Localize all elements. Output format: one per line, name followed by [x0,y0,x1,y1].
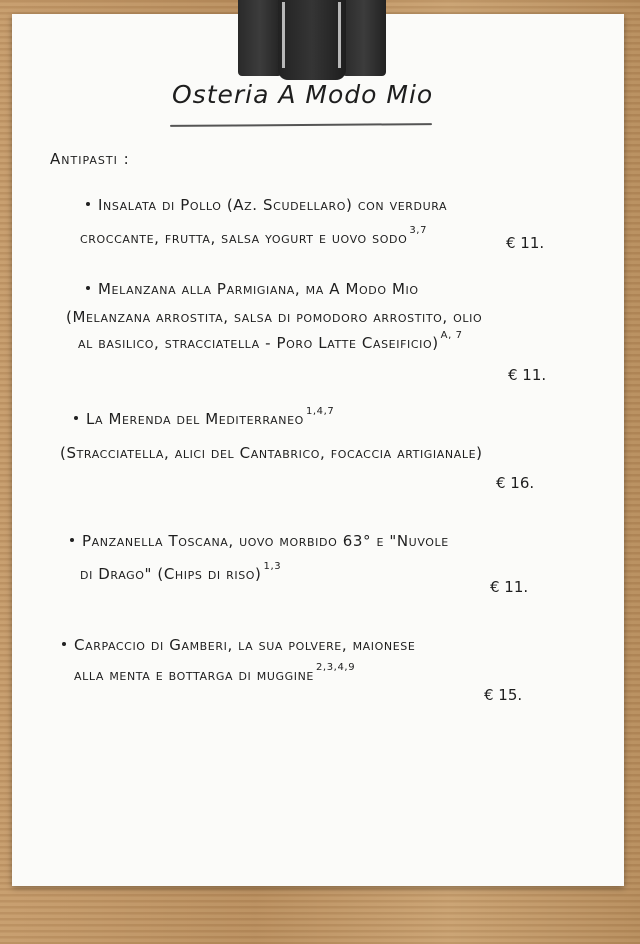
item-description-cont: al basilico, stracciatella - Poro Latte Caseificio) [78,334,439,352]
item-price: € 16. [496,474,535,492]
item-allergens: 1,4,7 [305,406,335,417]
restaurant-title: Osteria A Modo Mio [172,80,434,109]
item-description: croccante, frutta, salsa yogurt e uovo sodo [80,229,408,247]
item-description: (Melanzana arrostita, salsa di pomodoro arrostito, olio [66,308,483,326]
bullet-dot [70,538,74,542]
item-allergens: 3,7 [409,225,428,236]
item-name: Carpaccio di Gamberi, la sua polvere, maionese [74,636,416,654]
item-name: Melanzana alla Parmigiana, ma A Modo Mio [98,280,419,298]
item-price: € 11. [490,578,529,596]
binder-clip [238,0,386,80]
clip-highlight [282,2,285,68]
item-description: (Stracciatella, alici del Cantabrico, focaccia artigianale) [60,444,483,462]
bullet-dot [86,286,90,290]
item-description: alla menta e bottarga di muggine [74,666,314,684]
item-allergens: A, 7 [440,330,463,341]
item-allergens: 1,3 [263,561,282,572]
section-heading: Antipasti : [50,150,130,168]
bullet-dot [62,642,66,646]
item-name: Panzanella Toscana, uovo morbido 63° e "Nuvole [82,532,449,550]
bullet-dot [74,416,78,420]
item-price: € 11. [506,234,545,252]
clip-highlight [338,2,341,68]
item-name: Insalata di Pollo (Az. Scudellaro) con verdura [98,196,448,214]
item-name: La Merenda del Mediterraneo [86,410,304,428]
bullet-dot [86,202,90,206]
item-description: di Drago" (Chips di riso) [80,565,262,583]
item-price: € 11. [508,366,547,384]
item-allergens: 2,3,4,9 [315,662,356,673]
clip-right-arm [342,0,386,76]
item-price: € 15. [484,686,523,704]
clip-body [278,0,346,80]
clip-left-arm [238,0,282,76]
